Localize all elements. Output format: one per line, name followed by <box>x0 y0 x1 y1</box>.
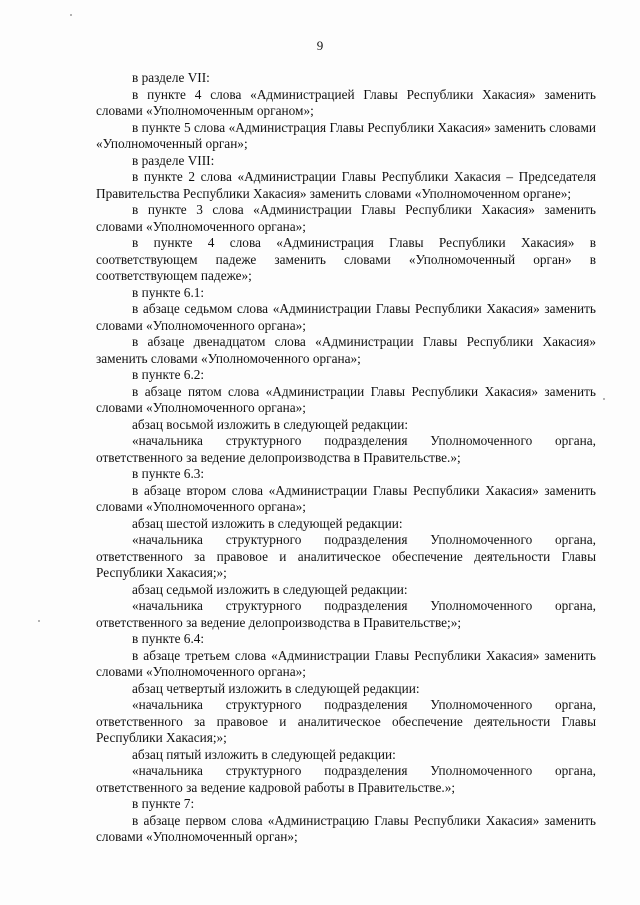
scan-speck <box>70 14 72 16</box>
paragraph: абзац восьмой изложить в следующей редакции: <box>132 416 409 432</box>
paragraph: «начальника структурного подразделения Уполномоченного органа, ответственного за ведение кадровой работы в Правительстве.»; <box>96 763 596 795</box>
paragraph: в разделе VII: <box>132 70 210 85</box>
paragraph: «начальника структурного подразделения Уполномоченного органа, ответственного за правовое и аналитическое обеспечение деятельности Главы Республики Хакасия;»; <box>96 697 596 745</box>
paragraph: в абзаце пятом слова «Администрации Главы Республики Хакасия» заменить словами «Уполномоченного органа»; <box>96 383 596 415</box>
paragraph: в пункте 5 слова «Администрация Главы Республики Хакасия» заменить словами «Уполномоченный орган»; <box>96 119 596 151</box>
scan-speck <box>603 398 605 400</box>
document-body <box>96 70 596 846</box>
paragraph: в абзаце двенадцатом слова «Администрации Главы Республики Хакасия» заменить словами «Уполномоченного органа»; <box>96 334 596 366</box>
paragraph: абзац седьмой изложить в следующей редакции: <box>132 581 408 597</box>
paragraph: в абзаце седьмом слова «Администрации Главы Республики Хакасия» заменить словами «Уполномоченного органа»; <box>96 301 596 333</box>
paragraph: «начальника структурного подразделения Уполномоченного органа, ответственного за ведение делопроизводства в Правительстве;»; <box>96 598 596 630</box>
paragraph: в абзаце третьем слова «Администрации Главы Республики Хакасия» заменить словами «Уполномоченного органа»; <box>96 647 596 679</box>
paragraph: в пункте 4 слова «Администрация Главы Республики Хакасия» в соответствующем падеже заменить словами «Уполномоченный орган» в соответствующем падеже»; <box>96 235 596 283</box>
paragraph: в пункте 6.2: <box>132 367 205 382</box>
page-number: 9 <box>316 38 324 53</box>
paragraph: «начальника структурного подразделения Уполномоченного органа, ответственного за правовое и аналитическое обеспечение деятельности Главы Республики Хакасия;»; <box>96 532 596 580</box>
paragraph: абзац шестой изложить в следующей редакции: <box>132 515 403 531</box>
paragraph: в абзаце втором слова «Администрации Главы Республики Хакасия» заменить словами «Уполномоченного органа»; <box>96 482 596 514</box>
paragraph: «начальника структурного подразделения Уполномоченного органа, ответственного за ведение делопроизводства в Правительстве.»; <box>96 433 596 465</box>
paragraph: в разделе VIII: <box>132 152 215 168</box>
paragraph: в пункте 6.3: <box>132 466 205 481</box>
scan-speck <box>38 620 40 622</box>
paragraph: в пункте 6.4: <box>132 631 205 646</box>
paragraph: в пункте 7: <box>132 796 195 811</box>
paragraph: абзац пятый изложить в следующей редакции: <box>132 746 396 762</box>
paragraph: в пункте 6.1: <box>132 284 205 300</box>
paragraph: в пункте 2 слова «Администрации Главы Республики Хакасия – Председателя Правительства Республики Хакасия» заменить словами «Уполномоченном органе»; <box>96 169 596 201</box>
paragraph: в пункте 4 слова «Администрацией Главы Республики Хакасия» заменить словами «Уполномоченным органом»; <box>96 86 596 118</box>
paragraph: в пункте 3 слова «Администрации Главы Республики Хакасия» заменить словами «Уполномоченного органа»; <box>96 202 596 234</box>
paragraph: в абзаце первом слова «Администрацию Главы Республики Хакасия» заменить словами «Уполномоченный орган»; <box>96 812 596 844</box>
paragraph: абзац четвертый изложить в следующей редакции: <box>132 680 420 696</box>
